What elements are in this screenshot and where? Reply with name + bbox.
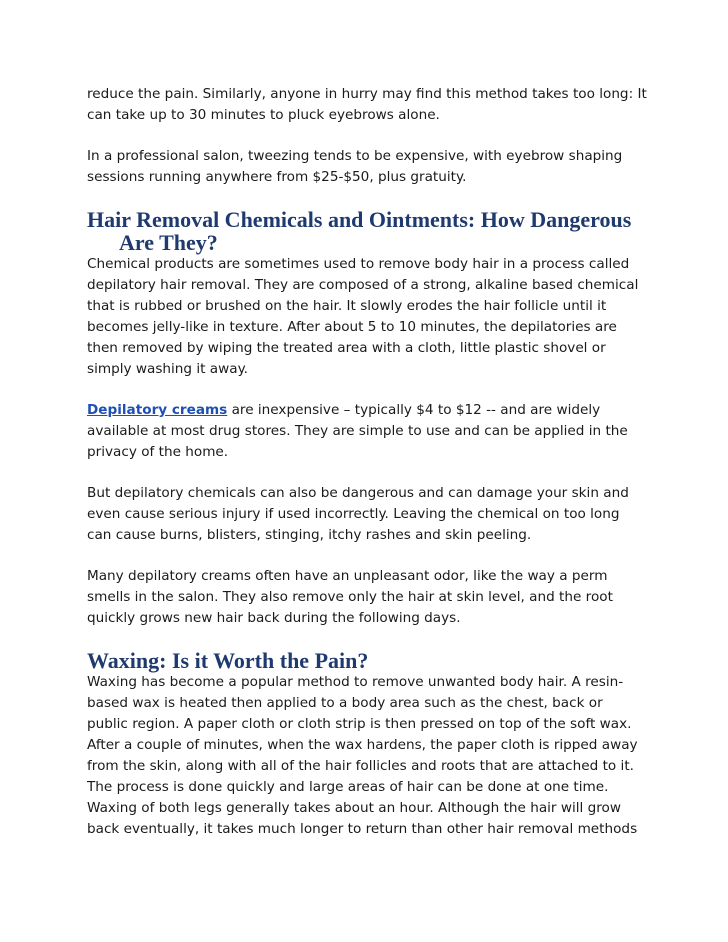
paragraph-chemical-products: Chemical products are sometimes used to remove body hair in a process called depilatory hair removal. They are composed of a strong, alkaline based chemical that is rubbed or brushed on the hair. It slowly erodes the hair follicle until it becomes jelly-like in texture. After about 5 to 10 minutes, the depilatories are then removed by wiping the treated area with a cloth, little plastic shovel or simply washing it away. bbox=[87, 256, 639, 377]
heading-hair-removal-chemicals: Hair Removal Chemicals and Ointments: How Dangerous Are They? bbox=[87, 207, 632, 255]
paragraph-depilatory-dangers: But depilatory chemicals can also be dangerous and can damage your skin and even cause serious injury if used incorrectly. Leaving the chemical on too long can cause burns, blisters, stinging, itchy rashes and skin peeling. bbox=[87, 485, 629, 543]
paragraph-depilatory-creams bbox=[87, 400, 647, 463]
paragraph-waxing-process: The process is done quickly and large areas of hair can be done at one time. Waxing of both legs generally takes about an hour. Although the hair will grow back eventually, it takes much longer to return than other hair removal methods bbox=[87, 779, 638, 837]
document-page bbox=[87, 84, 647, 840]
depilatory-creams-text: are inexpensive – typically $4 to $12 -- and are widely available at most drug stores. They are simple to use and can be applied in the privacy of the home. bbox=[87, 402, 628, 460]
depilatory-creams-link[interactable]: Depilatory creams bbox=[87, 402, 228, 418]
paragraph-waxing-method: Waxing has become a popular method to remove unwanted body hair. A resin-based wax is heated then applied to a body area such as the chest, back or public region. A paper cloth or cloth strip is then pressed on top of the soft wax. After a couple of minutes, when the wax hardens, the paper cloth is ripped away from the skin, along with all of the hair follicles and roots that are attached to it. bbox=[87, 674, 638, 774]
paragraph-tweezing-time: reduce the pain. Similarly, anyone in hurry may find this method takes too long: It can take up to 30 minutes to pluck eyebrows alone. bbox=[87, 86, 647, 123]
heading-waxing: Waxing: Is it Worth the Pain? bbox=[87, 648, 369, 673]
paragraph-depilatory-odor: Many depilatory creams often have an unpleasant odor, like the way a perm smells in the salon. They also remove only the hair at skin level, and the root quickly grows new hair back during the following days. bbox=[87, 568, 613, 626]
paragraph-tweezing-cost: In a professional salon, tweezing tends to be expensive, with eyebrow shaping sessions running anywhere from $25-$50, plus gratuity. bbox=[87, 148, 623, 185]
